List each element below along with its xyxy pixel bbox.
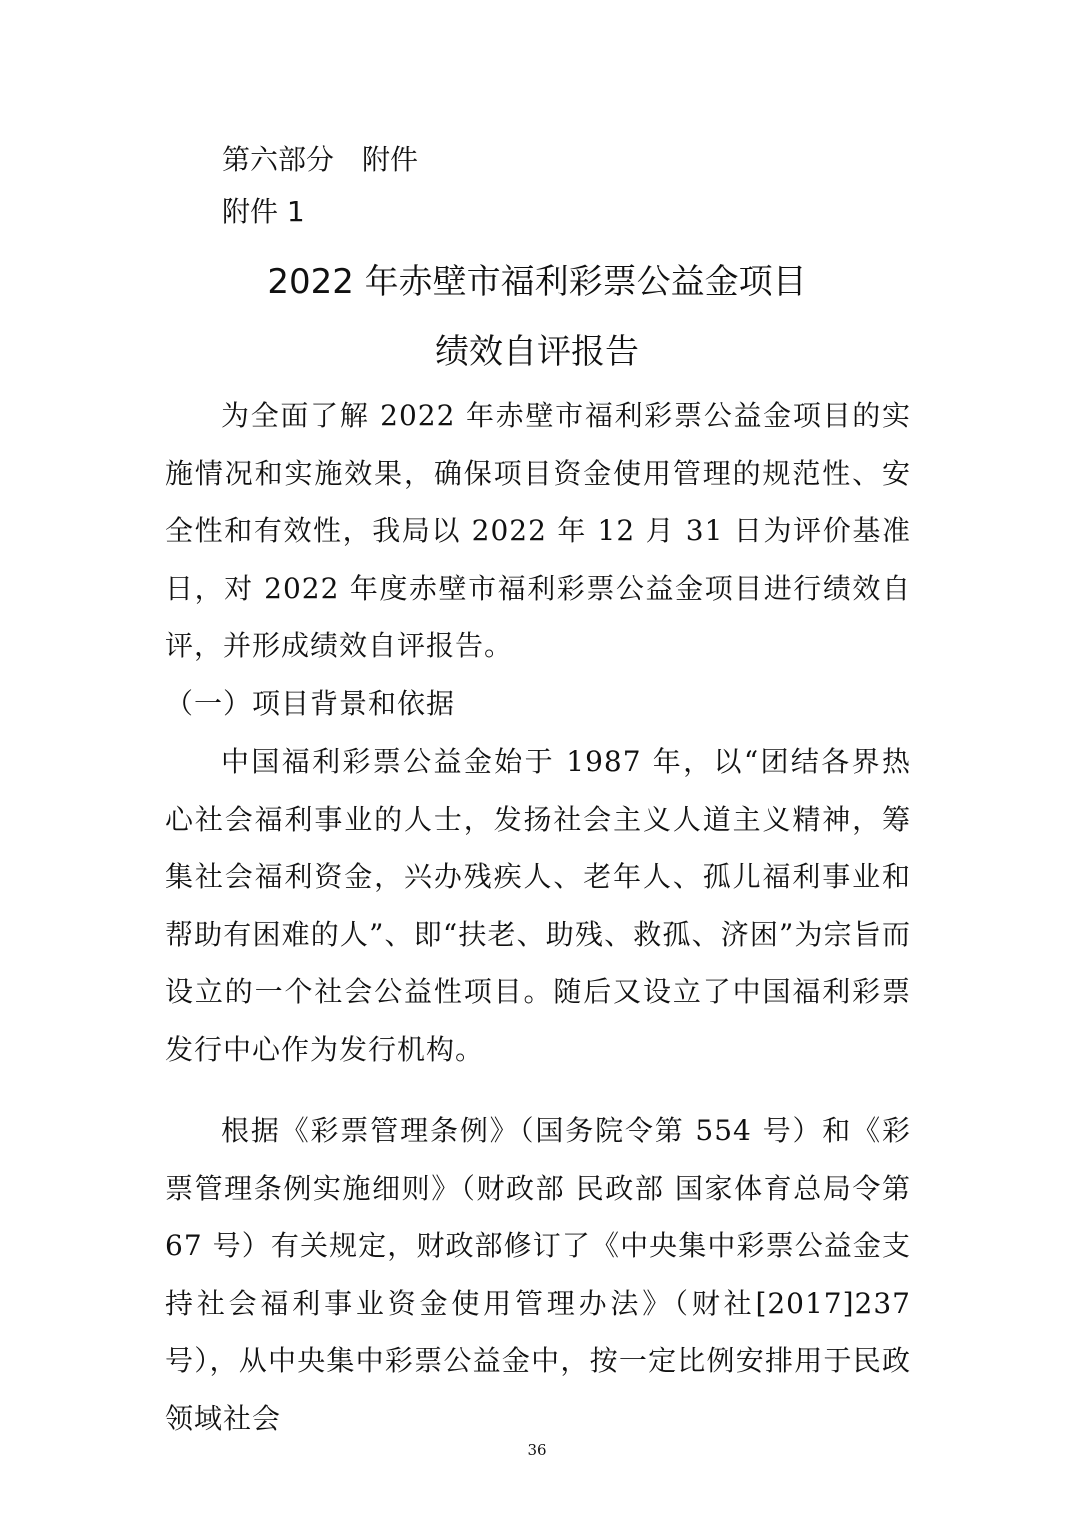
- report-title-line-2: 绩效自评报告: [435, 332, 639, 372]
- section-heading-background: （一）项目背景和依据: [165, 687, 456, 720]
- paragraph-intro: 为全面了解 2022 年赤壁市福利彩票公益金项目的实施情况和实施效果，确保项目资金使用管理的规范性、安全性和有效性，我局以 2022 年 12 月 31 日为评价基准日，对 2022 年度赤壁市福利彩票公益金项目进行绩效自评，并形成绩效自评报告。: [165, 399, 911, 662]
- page-number: 36: [527, 1441, 547, 1459]
- paragraph-basis: 根据《彩票管理条例》（国务院令第 554 号）和《彩票管理条例实施细则》（财政部 民政部 国家体育总局令第 67 号）有关规定，财政部修订了《中央集中彩票公益金支持社会福利事业资金使用管理办法》（财社[2017]237 号），从中央集中彩票公益金中，按一定比例安排用于民政领域社会: [165, 1114, 911, 1435]
- attachment-label: 附件 1: [222, 195, 305, 228]
- report-title-line-1: 2022 年赤壁市福利彩票公益金项目: [267, 262, 807, 302]
- part-heading: 第六部分 附件: [222, 143, 419, 176]
- paragraph-background: 中国福利彩票公益金始于 1987 年，以“团结各界热心社会福利事业的人士，发扬社会主义人道主义精神，筹集社会福利资金，兴办残疾人、老年人、孤儿福利事业和帮助有困难的人”、即“扶老、助残、救孤、济困”为宗旨而设立的一个社会公益性项目。随后又设立了中国福利彩票发行中心作为发行机构。: [165, 745, 911, 1066]
